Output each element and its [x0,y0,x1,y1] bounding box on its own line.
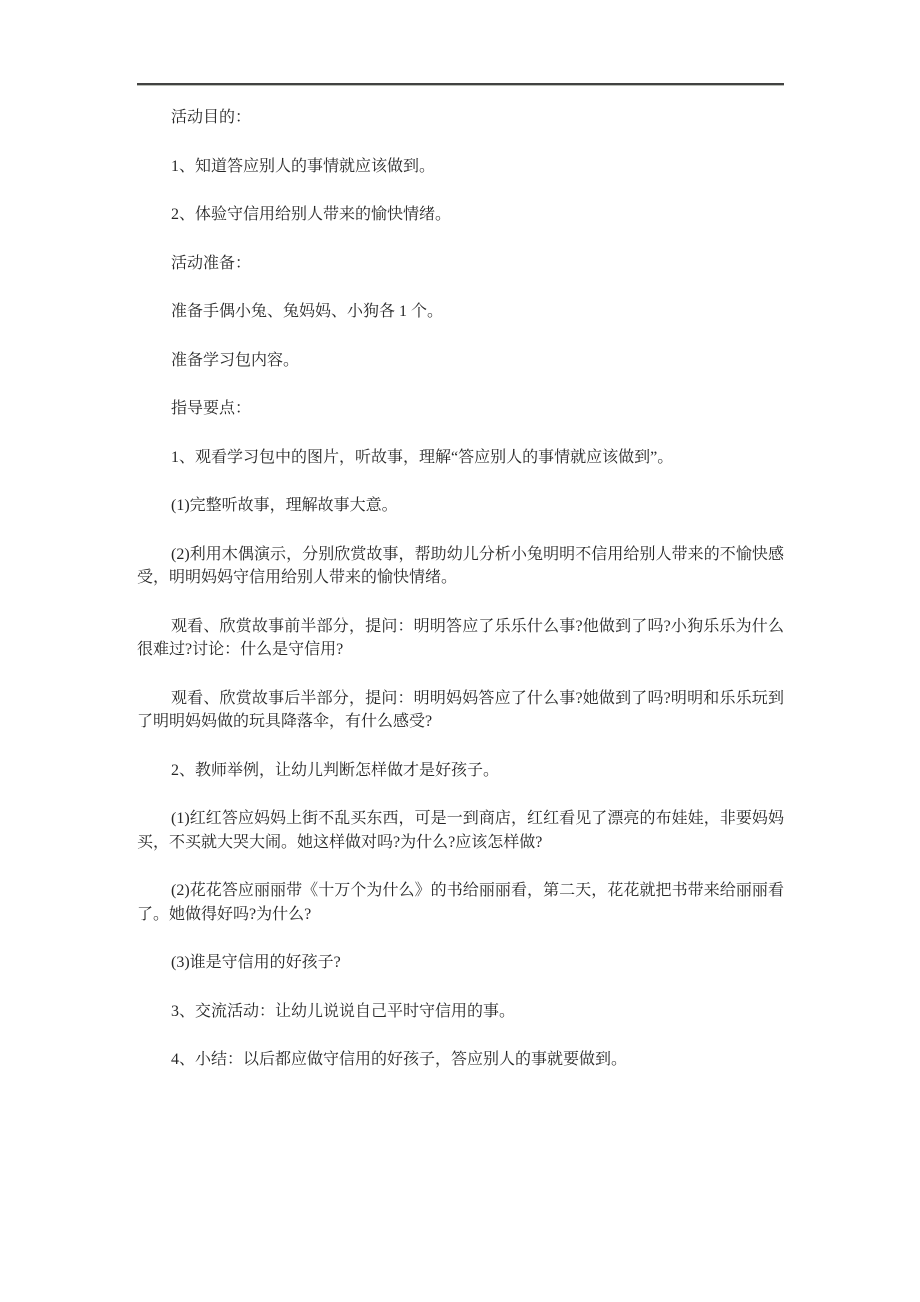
paragraph-goal-2: 2、体验守信用给别人带来的愉快情绪。 [171,206,452,223]
paragraph-example-1: (1)红红答应妈妈上街不乱买东西，可是一到商店，红红看见了漂亮的布娃娃，非要妈妈买，不买就大哭大闹。她这样做对吗?为什么?应该怎样做? [137,810,784,851]
paragraph-preparation-1: 准备手偶小兔、兔妈妈、小狗各 1 个。 [171,303,444,320]
paragraph-preparation-2: 准备学习包内容。 [171,351,300,369]
paragraph-example-3: (3)谁是守信用的好孩子? [171,954,341,971]
paragraph-guidance-1-2: (2)利用木偶演示，分别欣赏故事，帮助幼儿分析小兔明明不信用给别人带来的不愉快感受，明明妈妈守信用给别人带来的愉快情绪。 [137,545,784,586]
paragraph-guidance-2: 2、教师举例，让幼儿判断怎样做才是好孩子。 [171,761,500,779]
paragraph-guidance-1: 1、观看学习包中的图片，听故事，理解“答应别人的事情就应该做到”。 [171,448,674,466]
header-rule [137,83,784,86]
paragraph-goal-1: 1、知道答应别人的事情就应该做到。 [171,157,436,175]
paragraph-guidance-1-1: (1)完整听故事，理解故事大意。 [171,497,398,514]
paragraph-guidance-heading: 指导要点： [171,400,252,417]
paragraph-activity-goal-heading: 活动目的： [171,109,252,126]
paragraph-example-2: (2)花花答应丽丽带《十万个为什么》的书给丽丽看，第二天，花花就把书带来给丽丽看了。她做得好吗?为什么? [137,882,784,923]
paragraph-story-second-half: 观看、欣赏故事后半部分，提问：明明妈妈答应了什么事?她做到了吗?明明和乐乐玩到了明明妈妈做的玩具降落伞，有什么感受? [137,689,784,730]
paragraph-story-first-half: 观看、欣赏故事前半部分，提问：明明答应了乐乐什么事?他做到了吗?小狗乐乐为什么很难过?讨论：什么是守信用? [137,617,784,658]
paragraph-guidance-3: 3、交流活动：让幼儿说说自己平时守信用的事。 [171,1002,516,1020]
document-body [137,106,784,1097]
paragraph-preparation-heading: 活动准备： [171,254,252,272]
paragraph-summary: 4、小结：以后都应做守信用的好孩子，答应别人的事就要做到。 [171,1051,628,1068]
